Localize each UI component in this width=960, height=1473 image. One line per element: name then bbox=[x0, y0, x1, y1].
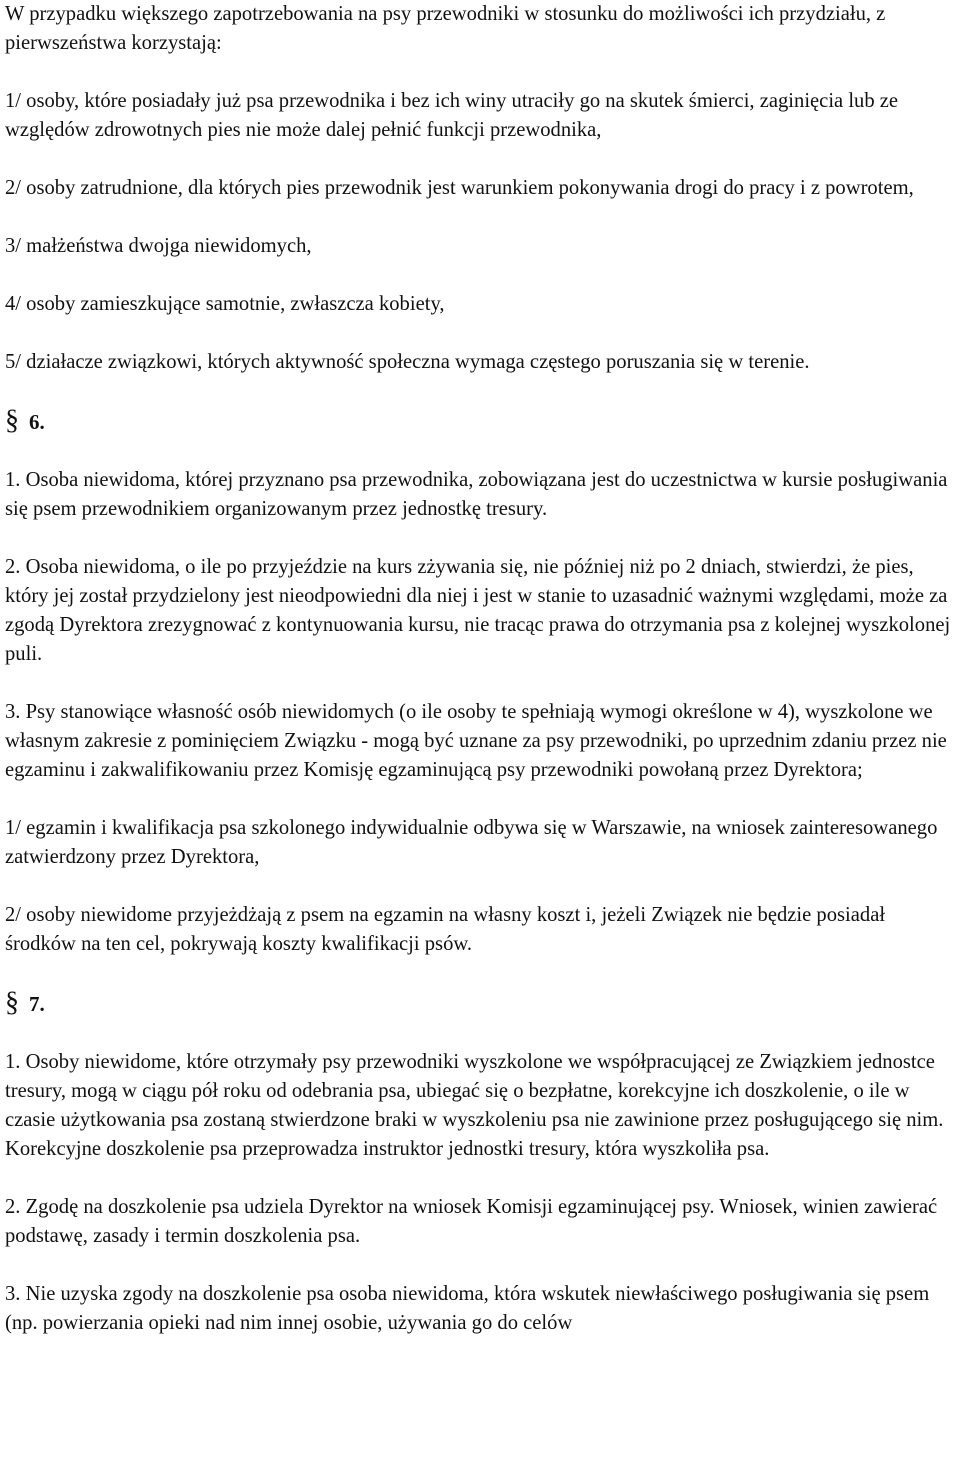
section-6-paragraph-1: 1. Osoba niewidoma, której przyznano psa przewodnika, zobowiązana jest do uczestnictwa w kursie posługiwania się psem przewodnikiem organizowanym przez jednostkę tresury. bbox=[5, 469, 948, 520]
section-6-paragraph-3: 3. Psy stanowiące własność osób niewidomych (o ile osoby te spełniają wymogi określone w 4), wyszkolone we własnym zakresie z pominięciem Związku - mogą być uznane za psy przewodniki, po uprzednim zdaniu przez nie egzaminu i zakwalifikowaniu przez Komisję egzaminującą psy przewodniki powołaną przez Dyrektora; bbox=[5, 701, 947, 781]
section-number: 7. bbox=[29, 992, 45, 1016]
section-6-paragraph-2: 2. Osoba niewidoma, o ile po przyjeździe na kurs zżywania się, nie później niż po 2 dniach, stwierdzi, że pies, który jej został przydzielony jest nieodpowiedni dla niej i jest w stanie to uzasadnić ważnymi względami, może za zgodą Dyrektora zrezygnować z kontynuowania kursu, nie tracąc prawa do otrzymania psa z kolejnej wyszkolonej puli. bbox=[5, 556, 951, 665]
priority-item-1: 1/ osoby, które posiadały już psa przewodnika i bez ich winy utraciły go na skutek śmierci, zaginięcia lub ze względów zdrowotnych pies nie może dalej pełnić funkcji przewodnika, bbox=[5, 90, 899, 141]
priority-item-3: 3/ małżeństwa dwojga niewidomych, bbox=[5, 235, 312, 257]
section-6-heading bbox=[5, 406, 960, 437]
section-symbol: § bbox=[5, 987, 19, 1018]
intro-paragraph: W przypadku większego zapotrzebowania na psy przewodniki w stosunku do możliwości ich przydziału, z pierwszeństwa korzystają: bbox=[5, 3, 886, 54]
section-7-paragraph-3: 3. Nie uzyska zgody na doszkolenie psa osoba niewidoma, która wskutek niewłaściwego posługiwania się psem (np. powierzania opieki nad nim innej osobie, używania go do celów bbox=[5, 1283, 930, 1334]
priority-item-5: 5/ działacze związkowi, których aktywność społeczna wymaga częstego poruszania się w terenie. bbox=[5, 351, 810, 373]
section-7-heading bbox=[5, 988, 960, 1019]
section-7-paragraph-2: 2. Zgodę na doszkolenie psa udziela Dyrektor na wniosek Komisji egzaminującej psy. Wniosek, winien zawierać podstawę, zasady i termin doszkolenia psa. bbox=[5, 1196, 938, 1247]
priority-item-4: 4/ osoby zamieszkujące samotnie, zwłaszcza kobiety, bbox=[5, 293, 445, 315]
priority-item-2: 2/ osoby zatrudnione, dla których pies przewodnik jest warunkiem pokonywania drogi do pracy i z powrotem, bbox=[5, 177, 914, 199]
section-7-paragraph-1: 1. Osoby niewidome, które otrzymały psy przewodniki wyszkolone we współpracującej ze Związkiem jednostce tresury, mogą w ciągu pół roku od odebrania psa, ubiegać się o bezpłatne, korekcyjne ich doszkolenie, o ile w czasie użytkowania psa zostaną stwierdzone braki w wyszkoleniu psa nie zawinione przez posługującego się nim. Korekcyjne doszkolenie psa przeprowadza instruktor jednostki tresury, która wyszkoliła psa. bbox=[5, 1051, 944, 1160]
document-page bbox=[5, 0, 960, 1367]
section-6-paragraph-4: 1/ egzamin i kwalifikacja psa szkolonego indywidualnie odbywa się w Warszawie, na wniosek zainteresowanego zatwierdzony przez Dyrektora, bbox=[5, 817, 938, 868]
section-6-paragraph-5: 2/ osoby niewidome przyjeżdżają z psem na egzamin na własny koszt i, jeżeli Związek nie będzie posiadał środków na ten cel, pokrywają koszty kwalifikacji psów. bbox=[5, 904, 886, 955]
section-number: 6. bbox=[29, 410, 45, 434]
section-symbol: § bbox=[5, 405, 19, 436]
